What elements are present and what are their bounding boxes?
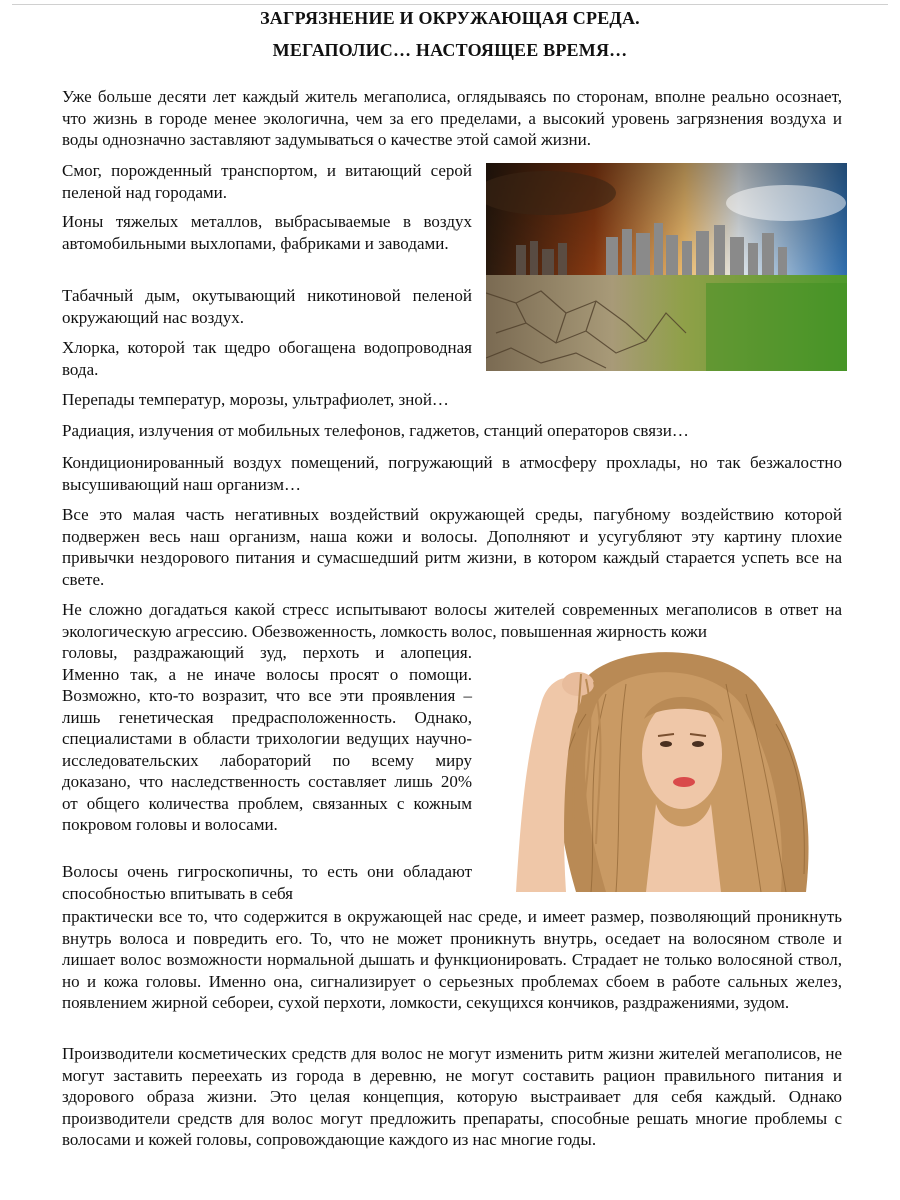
paragraph-smog: Смог, порожденный транспортом, и витающий серой пеленой над городами. — [62, 161, 472, 202]
paragraph-producers: Производители косметических средств для волос не могут изменить ритм жизни жителей мегаполисов, не могут заставить переехать из города в деревню, не могут составить рацион правильного питания и здорового образа жизни. Это целая концепция, которую выстраивает для себя каждый. Однако производители средств для волос могут предложить препараты, способные решать многие проблемы с волосами и кожей головы, сопровождающие каждого из нас многие годы. — [62, 1044, 842, 1149]
paragraph-intro: Уже больше десяти лет каждый житель мегаполиса, оглядываясь по сторонам, вполне реально осознает, что жизнь в городе менее экологична, чем за его пределами, а высокий уровень загрязнения воздуха и воды однозначно заставляют задумываться о качестве этой самой жизни. — [62, 87, 842, 149]
paragraph-ions: Ионы тяжелых металлов, выбрасываемые в воздух автомобильными выхлопами, фабриками и заводами. — [62, 212, 472, 253]
paragraph-conditioning: Кондиционированный воздух помещений, погружающий в атмосферу прохлады, но так безжалостно высушивающий наш организм… — [62, 453, 842, 494]
polluted-city-image — [486, 163, 847, 371]
page-title-line-1: ЗАГРЯЗНЕНИЕ И ОКРУЖАЮЩАЯ СРЕДА. — [260, 8, 640, 28]
paragraph-stress-top: Не сложно догадаться какой стресс испытывают волосы жителей современных мегаполисов в ответ на экологическую агрессию. Обезвоженность, ломкость волос, повышенная жирность кожи — [62, 600, 842, 641]
paragraph-temperature: Перепады температур, морозы, ультрафиолет, зной… — [62, 390, 449, 409]
paragraph-summary: Все это малая часть негативных воздействий окружающей среды, пагубному воздействию которой подвержен весь наш организм, наша кожи и волосы. Дополняют и усугубляют эту картину плохие привычки нездорового питания и сумасшедший ритм жизни, в котором каждый старается успеть все на свете. — [62, 505, 842, 589]
paragraph-tobacco: Табачный дым, окутывающий никотиновой пеленой окружающий нас воздух. — [62, 286, 472, 327]
top-rule — [12, 4, 888, 5]
paragraph-stress-side: головы, раздражающий зуд, перхоть и алопеция. Именно так, а не иначе волосы просят о помощи. Возможно, кто-то возразит, что все эти проявления – лишь генетическая предрасположенность. Однако, специалистами в области трихологии ведущих научно-исследовательских лабораторий по всему миру доказано, что наследственность составляет лишь 20% от общего количества проблем, связанных с кожным покровом головы и волосами. — [62, 643, 472, 834]
paragraph-radiation: Радиация, излучения от мобильных телефонов, гаджетов, станций операторов связи… — [62, 421, 689, 440]
paragraph-hygro-full: практически все то, что содержится в окружающей нас среде, и имеет размер, позволяющий проникнуть внутрь волоса и повредить его. То, что не может проникнуть внутрь, оседает на волосяном стволе и лишает волос возможности нормальной дышать и функционировать. Страдает не только волосяной ствол, но и кожа головы. Именно она, сигнализирует о серьезных проблемах сбоем в работе сальных желез, появлением жирной себореи, сухой перхоти, ломкости, секущихся кончиков, раздражениями, зудом. — [62, 907, 842, 1012]
paragraph-hygro-side: Волосы очень гигроскопичны, то есть они обладают способностью впитывать в себя — [62, 862, 472, 903]
woman-hair-image — [486, 644, 846, 892]
paragraph-chlorine: Хлорка, которой так щедро обогащена водопроводная вода. — [62, 338, 472, 379]
page-title-line-2: МЕГАПОЛИС… НАСТОЯЩЕЕ ВРЕМЯ… — [272, 40, 628, 60]
